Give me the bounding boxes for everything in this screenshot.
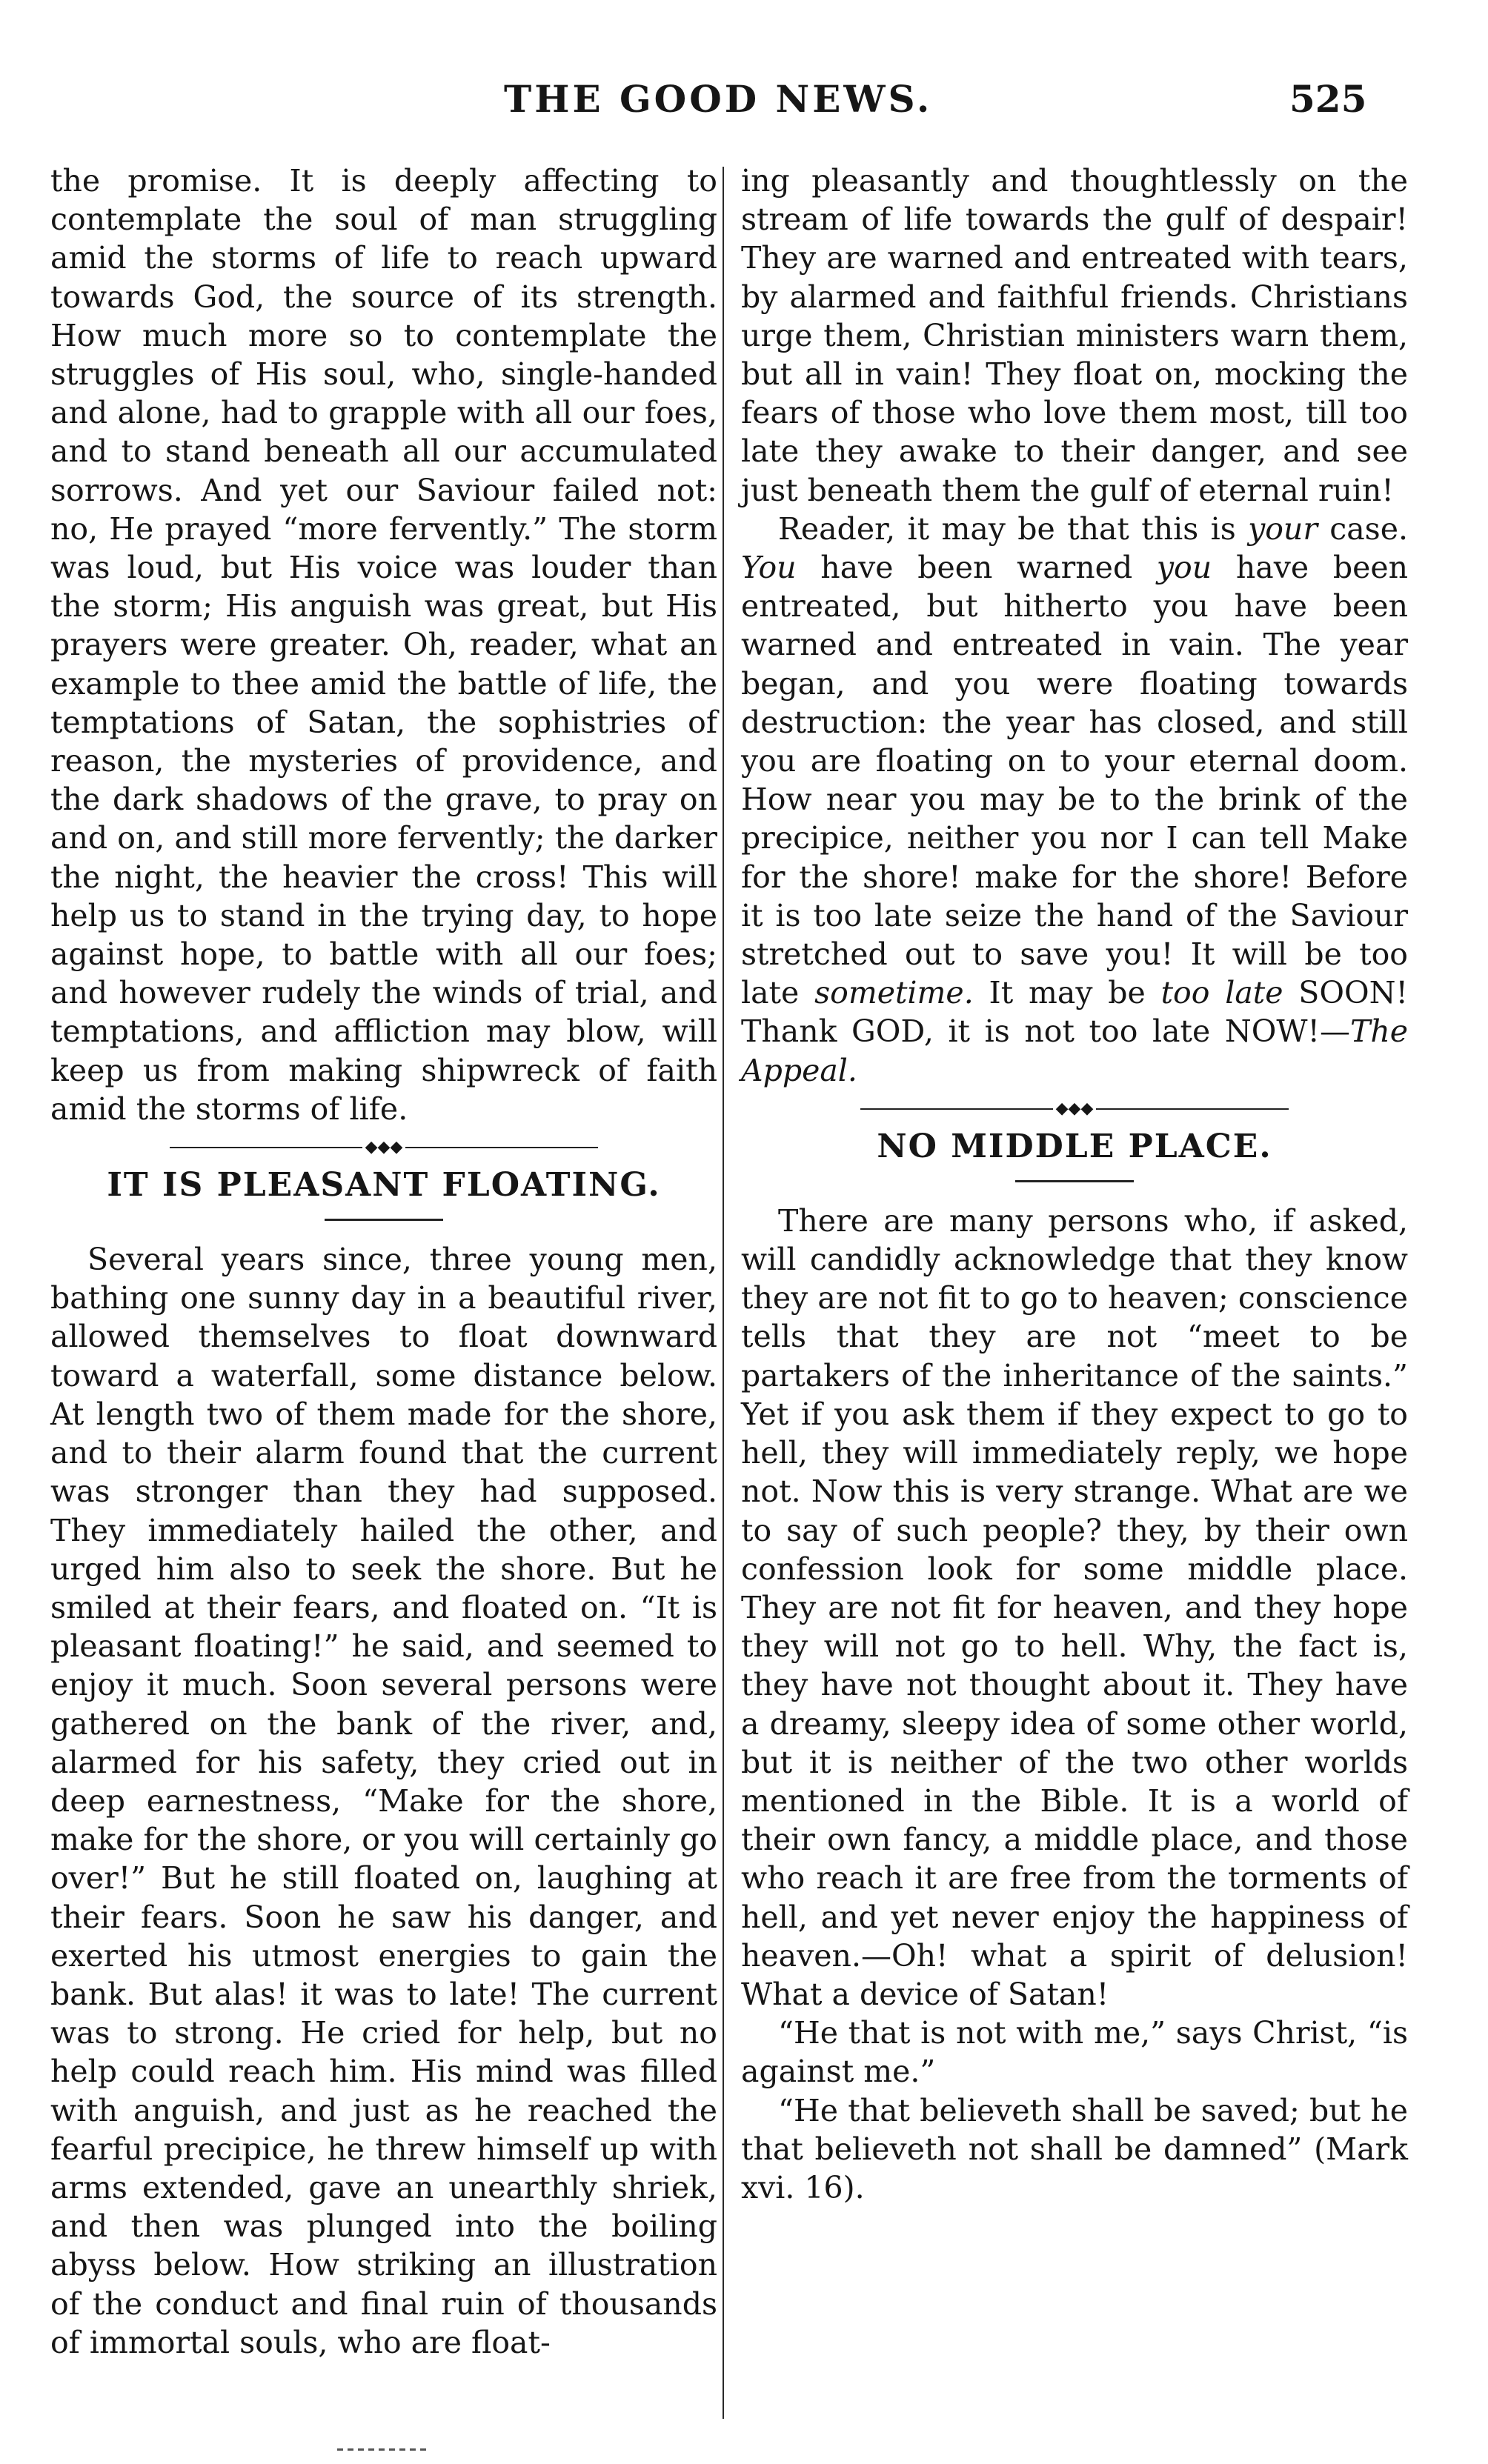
ornament-line	[170, 1147, 362, 1148]
italic-run: sometime.	[814, 975, 974, 1011]
continuation-paragraph: ing pleasantly and thoughtlessly on the stream of life towards the gulf of despair! They are warned and entreated with tears, by alarmed and faithful friends. Christians urge them, Christian ministers warn them, but all in vain! They float on, mocking the fears of those who love them most, till too late they awake to their danger, and see just beneath them the gulf of eternal ruin!	[741, 163, 1408, 508]
text-run: SOON! Thank GOD, it is not too late NOW!—	[741, 975, 1408, 1050]
article-title: NO MIDDLE PLACE.	[877, 1127, 1272, 1165]
italic-run: you	[1156, 550, 1212, 586]
title-rule	[1015, 1180, 1134, 1182]
article-paragraph: There are many persons who, if asked, will candidly acknowledge that they know they are not fit to go to heaven; conscience tells that they are not “meet to be partakers of the inheritance of the saints.” Yet if you ask them if they expect to go to hell, they will immediately reply, we hope not. Now this is very strange. What are we to say of such people? they, by their own confession look for some middle place. They are not fit for heaven, and they hope they will not go to hell. Why, the fact is, they have not thought about it. They have a dreamy, sleepy idea of some other world, but it is neither of the two other worlds mentioned in the Bible. It is a world of their own fancy, a middle place, and those who reach it are free from the torments of hell, and yet never enjoy the happiness of heaven.—Oh! what a spirit of delusion! What a device of Satan!	[741, 1202, 1408, 2012]
column-divider	[723, 167, 724, 2419]
left-column	[50, 162, 717, 2362]
title-rule	[325, 1219, 443, 1221]
ornament-glyph: ◆◆◆	[365, 1138, 403, 1157]
text-run: case.	[1317, 510, 1408, 547]
page-header	[0, 77, 1488, 136]
article-paragraph: Several years since, three young men, bathing one sunny day in a beautiful river, allowed themselves to float downward toward a waterfall, some distance below. At length two of them made for the shore, and to their alarm found that the current was stronger than they had supposed. They immediately hailed the other, and urged him also to seek the shore. But he smiled at their fears, and floated on. “It is pleasant floating!” he said, and seemed to enjoy it much. Soon several persons were gathered on the bank of the river, and, alarmed for his safety, they cried out in deep earnestness, “Make for the shore, make for the shore, or you will certainly go over!” But he still floated on, laughing at their fears. Soon he saw his danger, and exerted his utmost energies to gain the bank. But alas! it was to late! The current was to strong. He cried for help, but no help could reach him. His mind was filled with anguish, and just as he reached the fearful precipice, he threw himself up with arms extended, gave an unearthly shriek, and then was plunged into the boiling abyss below. How striking an illustration of the conduct and final ruin of thousands of immortal souls, who are float-	[50, 1242, 717, 2360]
italic-run: You	[741, 550, 797, 586]
italic-run: too late	[1160, 975, 1283, 1011]
article-paragraph: “He that is not with me,” says Christ, “is against me.”	[741, 2015, 1408, 2090]
text-run: Reader, it may be that this is	[778, 510, 1249, 547]
ornament-glyph: ◆◆◆	[1055, 1099, 1094, 1118]
article-title: IT IS PLEASANT FLOATING.	[107, 1166, 661, 1205]
section-ornament	[741, 1096, 1408, 1122]
section-ornament	[50, 1134, 717, 1161]
running-title: THE GOOD NEWS.	[504, 77, 933, 121]
ornament-line	[1096, 1108, 1289, 1110]
article-paragraph: “He that believeth shall be saved; but he that believeth not shall be damned” (Mark xvi. 16).	[741, 2092, 1408, 2205]
text-run: have been warned	[796, 550, 1157, 586]
italic-run: your	[1248, 510, 1318, 547]
source-citation: The Appeal.	[741, 1013, 1408, 1088]
reader-paragraph	[741, 510, 1408, 1090]
right-column	[741, 162, 1408, 2207]
text-run: have been entreated, but hitherto you have been warned and entreated in vain. The year began, and you were floating towards destruction: the year has closed, and still you are floating on to your eternal doom. How near you may be to the brink of the precipice, neither you nor I can tell Make for the shore! make for the shore! Before it is too late seize the hand of the Saviour stretched out to save you! It will be too late	[741, 550, 1408, 1011]
ornament-line	[405, 1147, 598, 1148]
text-run: It may be	[973, 975, 1161, 1011]
bottom-rule	[337, 2448, 426, 2451]
page-number: 525	[1289, 77, 1367, 121]
continuation-paragraph: the promise. It is deeply affecting to contemplate the soul of man struggling amid the storms of life to reach upward towards God, the source of its strength. How much more so to contemplate the struggles of His soul, who, single-handed and alone, had to grapple with all our foes, and to stand beneath all our accumulated sorrows. And yet our Saviour failed not: no, He prayed “more fervently.” The storm was loud, but His voice was louder than the storm; His anguish was great, but His prayers were greater. Oh, reader, what an example to thee amid the battle of life, the temptations of Satan, the sophistries of reason, the mysteries of providence, and the dark shadows of the grave, to pray on and on, and still more fervently; the darker the night, the heavier the cross! This will help us to stand in the trying day, to hope against hope, to battle with all our foes; and however rudely the winds of trial, and temptations, and affliction may blow, will keep us from making shipwreck of faith amid the storms of life.	[50, 163, 717, 1127]
ornament-line	[860, 1108, 1053, 1110]
